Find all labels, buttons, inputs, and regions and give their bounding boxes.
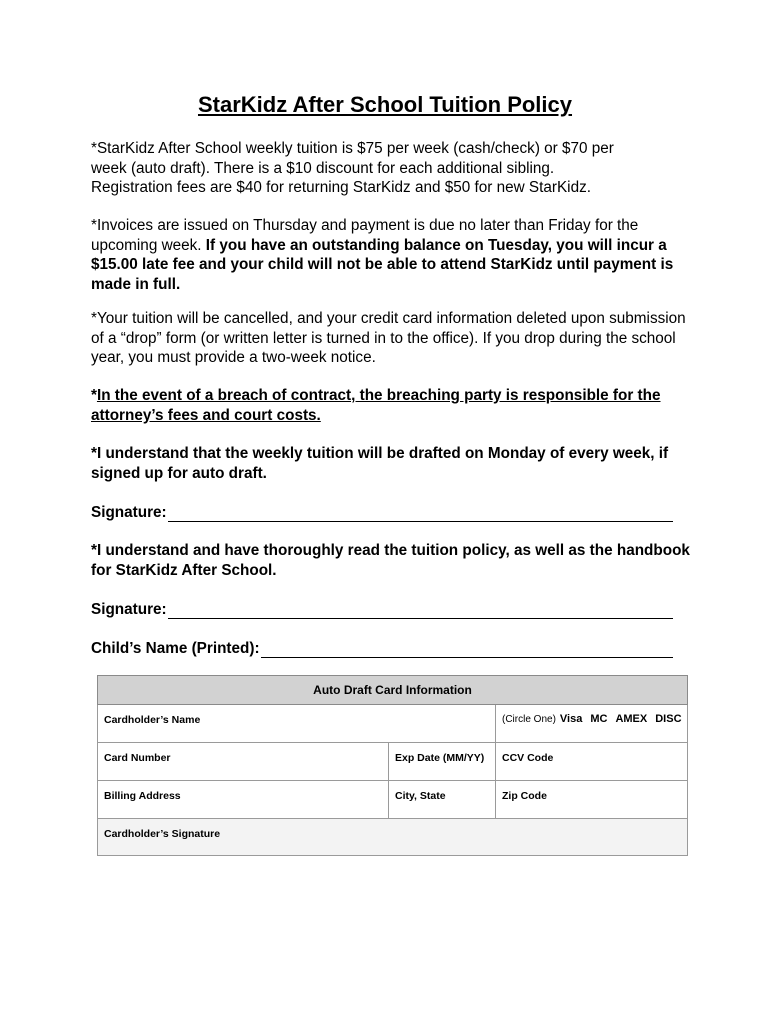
billing-address-cell[interactable] <box>98 781 389 819</box>
signature-field-2[interactable] <box>168 603 673 619</box>
cardholder-name-cell[interactable] <box>98 705 496 743</box>
cardholder-signature-cell[interactable] <box>98 819 688 856</box>
child-name-field[interactable] <box>261 642 673 658</box>
signature-label-1: Signature: <box>91 504 167 521</box>
invoice-paragraph <box>91 216 691 294</box>
circle-one-label: (Circle One) <box>502 714 556 725</box>
card-option-disc[interactable]: DISC <box>655 713 682 725</box>
exp-date-label: Exp Date (MM/YY) <box>395 752 485 764</box>
tuition-rates-line-3: Registration fees are $40 for returning StarKidz and $50 for new StarKidz. <box>91 179 591 197</box>
child-name-label: Child’s Name (Printed): <box>91 640 260 657</box>
late-fee-text: If you have an outstanding balance on Tuesday, you will incur a $15.00 late fee and your child will not be able to attend StarKidz until payment is made in full. <box>91 236 674 293</box>
ccv-code-label: CCV Code <box>502 752 554 764</box>
card-table-header: Auto Draft Card Information <box>98 676 688 705</box>
city-state-cell[interactable] <box>389 781 496 819</box>
signature-label-2: Signature: <box>91 601 167 618</box>
zip-code-cell[interactable] <box>496 781 688 819</box>
city-state-label: City, State <box>395 790 446 802</box>
tuition-rates-line-1: *StarKidz After School weekly tuition is $75 per week (cash/check) or $70 per <box>91 140 614 157</box>
card-type-choice <box>496 705 687 725</box>
zip-code-label: Zip Code <box>502 790 547 802</box>
child-name-line[interactable] <box>91 638 673 658</box>
cardholder-signature-label: Cardholder’s Signature <box>104 828 221 840</box>
card-option-amex[interactable]: AMEX <box>615 713 648 725</box>
breach-paragraph <box>91 386 691 425</box>
card-option-visa[interactable]: Visa <box>559 713 583 725</box>
card-option-mc[interactable]: MC <box>590 713 608 725</box>
auto-draft-acknowledgement: *I understand that the weekly tuition will be drafted on Monday of every week, if signed up for auto draft. <box>91 445 669 482</box>
breach-text: In the event of a breach of contract, the breaching party is responsible for the attorney’s fees and court costs. <box>91 387 661 424</box>
cardholder-name-label: Cardholder’s Name <box>104 714 201 726</box>
card-number-label: Card Number <box>104 752 171 764</box>
ccv-code-cell[interactable] <box>496 743 688 781</box>
signature-line-1[interactable] <box>91 502 673 522</box>
invoice-text: *Invoices are issued on Thursday and payment is due no later than Friday for the upcoming week. <box>91 217 639 254</box>
signature-field-1[interactable] <box>168 506 673 522</box>
billing-address-label: Billing Address <box>104 790 181 802</box>
tuition-rates-line-2: week (auto draft). There is a $10 discount for each additional sibling. <box>91 159 555 177</box>
tuition-rates-paragraph <box>91 139 691 198</box>
signature-line-2[interactable] <box>91 599 673 619</box>
breach-asterisk: * <box>91 387 97 404</box>
exp-date-cell[interactable] <box>389 743 496 781</box>
cancellation-paragraph: *Your tuition will be cancelled, and your credit card information deleted upon submission of a “drop” form (or written letter is turned in to the office). If you drop during the school year, you must provide a two-week notice. <box>91 310 686 367</box>
auto-draft-card-table <box>97 675 688 856</box>
page-title: StarKidz After School Tuition Policy <box>197 92 573 117</box>
card-type-cell[interactable] <box>496 705 688 743</box>
policy-acknowledgement: *I understand and have thoroughly read the tuition policy, as well as the handbook for StarKidz After School. <box>91 542 690 579</box>
card-number-cell[interactable] <box>98 743 389 781</box>
